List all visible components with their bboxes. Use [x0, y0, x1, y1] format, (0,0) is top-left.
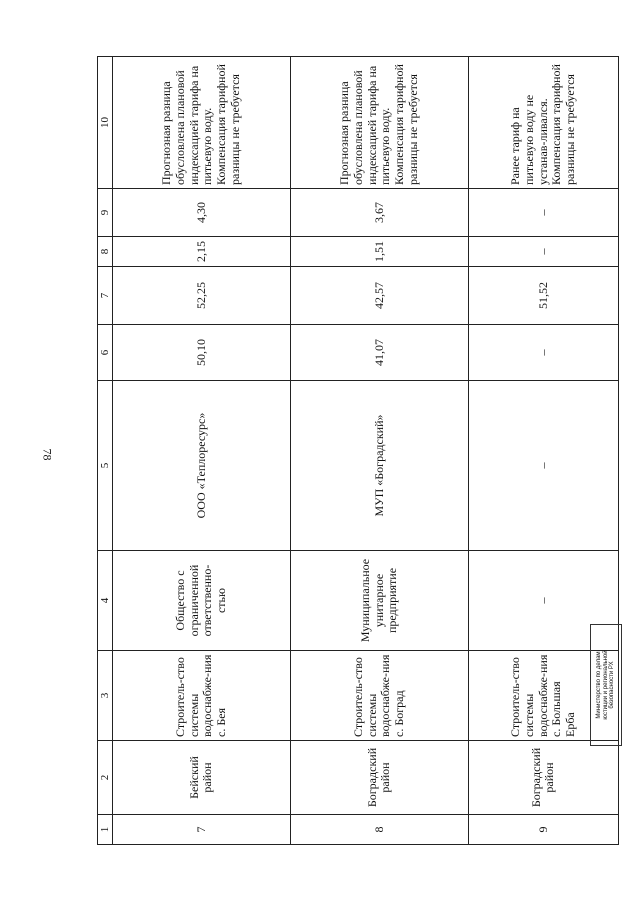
value-col8: 2,15 [113, 237, 291, 267]
stamp-line-3: безопасности РХ [609, 661, 616, 709]
tariff-table [97, 56, 619, 845]
col-header-7: 7 [98, 267, 113, 325]
district-cell: Боградский район [290, 741, 468, 815]
row-number: 9 [468, 815, 618, 845]
org-form-cell: Общество с ограниченной ответственно-стью [113, 551, 291, 651]
value-col9: 4,30 [113, 189, 291, 237]
value-col6: 50,10 [113, 325, 291, 381]
project-cell: Строитель-ство системы водоснабже-ния с. Большая Ерба [468, 651, 618, 741]
org-form-cell: Муниципальное унитарное предприятие [290, 551, 468, 651]
value-col6: 41,07 [290, 325, 468, 381]
organization-cell: – [468, 381, 618, 551]
ministry-stamp [590, 624, 622, 746]
page-number: 78 [40, 448, 55, 461]
col-header-4: 4 [98, 551, 113, 651]
note-cell: Прогнозная разница обусловлена плановой индексацией тарифа на питьевую воду. Компенсация тарифной разницы не требуется [290, 57, 468, 189]
col-header-3: 3 [98, 651, 113, 741]
project-cell: Строитель-ство системы водоснабже-ния с. Боград [290, 651, 468, 741]
value-col9: – [468, 189, 618, 237]
table-row [113, 57, 291, 845]
table-row [290, 57, 468, 845]
value-col9: 3,67 [290, 189, 468, 237]
value-col7: 52,25 [113, 267, 291, 325]
organization-cell: ООО «Теплоресурс» [113, 381, 291, 551]
col-header-10: 10 [98, 57, 113, 189]
row-number: 7 [113, 815, 291, 845]
organization-cell: МУП «Боградский» [290, 381, 468, 551]
value-col7: 51,52 [468, 267, 618, 325]
stamp-line-2: юстиции и региональной [602, 650, 609, 720]
col-header-9: 9 [98, 189, 113, 237]
value-col7: 42,57 [290, 267, 468, 325]
value-col6: – [468, 325, 618, 381]
note-cell: Прогнозная разница обусловлена плановой индексацией тарифа на питьевую воду. Компенсация тарифной разницы не требуется [113, 57, 291, 189]
district-cell: Бейский район [113, 741, 291, 815]
col-header-2: 2 [98, 741, 113, 815]
rotated-table-container [97, 57, 619, 845]
value-col8: 1,51 [290, 237, 468, 267]
stamp-line-1: Министерство по делам [595, 651, 602, 719]
district-cell: Боградский район [468, 741, 618, 815]
col-header-1: 1 [98, 815, 113, 845]
col-header-8: 8 [98, 237, 113, 267]
org-form-cell: – [468, 551, 618, 651]
value-col8: – [468, 237, 618, 267]
col-header-5: 5 [98, 381, 113, 551]
col-header-6: 6 [98, 325, 113, 381]
row-number: 8 [290, 815, 468, 845]
project-cell: Строитель-ство системы водоснабже-ния с. Бея [113, 651, 291, 741]
note-cell: Ранее тариф на питьевую воду не устанав-ливался. Компенсация тарифной разницы не требуется [468, 57, 618, 189]
header-row [98, 57, 113, 845]
